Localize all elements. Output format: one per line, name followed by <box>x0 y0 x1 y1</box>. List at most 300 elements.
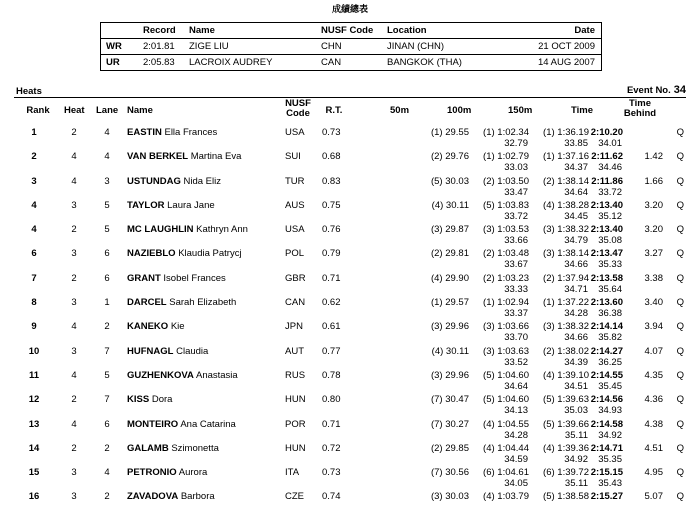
nation-code: RUS <box>285 369 306 381</box>
lane: 2 <box>104 321 110 333</box>
result-row <box>0 488 700 512</box>
event-number <box>627 84 686 96</box>
rank: 11 <box>28 369 40 381</box>
nation-code: USA <box>285 224 305 236</box>
swimmer-given-name: Kathryn Ann <box>196 224 248 236</box>
qualifier-mark: Q <box>676 491 684 503</box>
record-location: BANGKOK (THA) <box>387 57 462 68</box>
final-time: 2:11.62 <box>591 151 623 163</box>
split-50: (4) 30.11 <box>431 345 469 357</box>
time-behind: 3.27 <box>644 248 663 260</box>
swimmer-given-name: Sarah Elizabeth <box>169 297 237 309</box>
nation-code: ITA <box>285 467 300 479</box>
result-row <box>0 245 700 269</box>
lap-200: 35.64 <box>598 283 622 295</box>
heat: 3 <box>71 248 77 260</box>
final-time: 2:15.27 <box>590 491 623 503</box>
swimmer-surname: KISS <box>127 394 150 406</box>
split-100: (1) 1:02.79 <box>483 151 529 163</box>
reaction-time: 0.83 <box>322 175 341 187</box>
split-100: (6) 1:04.61 <box>483 467 529 479</box>
lane: 4 <box>104 127 110 138</box>
section-label: Heats <box>16 86 42 97</box>
qualifier-mark: Q <box>676 224 684 236</box>
swimmer-name <box>127 467 207 478</box>
swimmer-given-name: Nida Eliz <box>183 175 221 187</box>
lap-100: 34.59 <box>504 453 528 465</box>
result-row <box>0 124 700 148</box>
rank: 10 <box>28 345 40 357</box>
swimmer-surname: GUZHENKOVA <box>127 369 194 381</box>
lap-150: 35.03 <box>564 405 588 417</box>
nation-code: HUN <box>285 442 306 454</box>
lane: 7 <box>104 394 110 406</box>
final-time: 2:13.40 <box>590 224 623 236</box>
result-row <box>0 173 700 197</box>
lap-150: 34.92 <box>564 453 588 465</box>
record-type: UR <box>106 57 120 68</box>
split-150: (2) 1:38.14 <box>543 175 589 187</box>
record-row-wr <box>101 38 601 54</box>
reaction-time: 0.80 <box>322 394 341 406</box>
event-number-value: 34 <box>673 84 686 96</box>
swimmer-surname: NAZIEBLO <box>127 248 176 260</box>
nation-code: GBR <box>285 272 306 284</box>
nation-code: CZE <box>285 491 304 503</box>
lane: 4 <box>104 151 110 163</box>
lane: 1 <box>104 297 110 309</box>
record-code: CAN <box>321 57 342 68</box>
split-50: (2) 29.81 <box>430 248 469 260</box>
lap-200: 34.93 <box>598 405 622 417</box>
swimmer-surname: MC LAUGHLIN <box>127 224 194 236</box>
lap-150: 34.28 <box>564 308 588 320</box>
rank: 4 <box>31 199 37 211</box>
nation-code: HUN <box>285 394 306 406</box>
lane: 7 <box>104 345 110 357</box>
nation-code: POL <box>285 248 305 260</box>
split-150: (1) 1:37.16 <box>543 151 589 163</box>
heat: 3 <box>71 467 77 479</box>
qualifier-mark: Q <box>676 369 684 381</box>
split-150: (3) 1:38.32 <box>543 321 589 333</box>
heat: 4 <box>71 151 77 163</box>
col-reaction-time: R.T. <box>325 105 343 116</box>
nation-code: AUT <box>285 345 304 357</box>
split-100: (3) 1:03.53 <box>483 224 529 236</box>
lap-200: 35.35 <box>598 453 622 465</box>
qualifier-mark: Q <box>676 151 684 163</box>
swimmer-given-name: Isobel Frances <box>163 272 226 284</box>
split-150: (4) 1:39.10 <box>543 369 589 381</box>
lane: 2 <box>104 442 110 454</box>
reaction-time: 0.68 <box>322 151 341 163</box>
final-time: 2:14.56 <box>590 394 623 406</box>
final-time: 2:13.60 <box>590 297 623 309</box>
lap-150: 34.45 <box>564 210 588 222</box>
swimmer-name <box>127 151 241 162</box>
split-100: (2) 1:03.50 <box>483 175 529 187</box>
lane: 5 <box>104 224 110 236</box>
swimmer-given-name: Klaudia Patrycj <box>178 248 242 260</box>
split-50: (3) 29.96 <box>430 369 469 381</box>
lane: 5 <box>104 199 110 211</box>
col-time: Time <box>571 105 594 116</box>
time-behind: 1.66 <box>644 175 663 187</box>
result-row <box>0 148 700 172</box>
record-time: 2:05.83 <box>143 57 175 68</box>
lap-100: 33.03 <box>504 162 528 174</box>
split-100: (5) 1:04.60 <box>483 394 529 406</box>
lap-200: 36.38 <box>598 308 622 320</box>
final-time: 2:10.20 <box>590 127 623 138</box>
record-location: JINAN (CHN) <box>387 41 444 52</box>
heat: 2 <box>71 442 77 454</box>
event-number-label: Event No. <box>626 85 671 96</box>
final-time: 2:15.15 <box>590 467 623 479</box>
swimmer-name <box>127 370 238 381</box>
col-split-100: 100m <box>447 105 472 116</box>
rank: 1 <box>31 127 37 138</box>
swimmer-name <box>127 394 172 405</box>
qualifier-mark: Q <box>676 297 684 309</box>
swimmer-surname: EASTIN <box>127 127 162 138</box>
swimmer-name <box>127 443 219 454</box>
heat: 3 <box>71 297 77 309</box>
records-header-location: Location <box>387 25 427 36</box>
col-code-line1: NUSF <box>285 98 311 109</box>
qualifier-mark: Q <box>676 175 684 187</box>
swimmer-surname: PETRONIO <box>127 467 177 479</box>
swimmer-surname: TAYLOR <box>127 199 165 211</box>
split-50: (7) 30.47 <box>430 394 469 406</box>
lane: 4 <box>104 467 110 479</box>
time-behind: 3.20 <box>644 224 663 236</box>
time-behind: 4.35 <box>644 369 663 381</box>
results-list <box>0 124 700 513</box>
final-time: 2:13.47 <box>590 248 623 260</box>
time-behind: 3.38 <box>644 272 663 284</box>
swimmer-name <box>127 248 242 259</box>
qualifier-mark: Q <box>676 321 684 333</box>
qualifier-mark: Q <box>676 248 684 260</box>
final-time: 2:14.55 <box>590 369 623 381</box>
final-time: 2:14.58 <box>590 418 623 430</box>
lap-100: 32.79 <box>504 138 528 149</box>
record-holder: LACROIX AUDREY <box>189 57 273 68</box>
swimmer-given-name: Aurora <box>178 467 208 479</box>
rank: 16 <box>28 491 40 503</box>
record-code: CHN <box>321 41 342 52</box>
lap-100: 33.67 <box>504 259 528 271</box>
final-time: 2:11.86 <box>591 175 623 187</box>
lap-200: 35.12 <box>598 210 622 222</box>
split-150: (5) 1:38.58 <box>543 491 589 503</box>
split-150: (5) 1:39.63 <box>543 394 589 406</box>
heat: 3 <box>71 491 77 503</box>
rank: 8 <box>31 297 37 309</box>
reaction-time: 0.77 <box>322 345 341 357</box>
lane: 3 <box>104 175 110 187</box>
result-row <box>0 416 700 440</box>
nation-code: USA <box>285 127 305 138</box>
rank: 2 <box>31 151 37 163</box>
rank: 4 <box>31 224 37 236</box>
swimmer-surname: KANEKO <box>127 321 169 333</box>
col-split-150: 150m <box>508 105 533 116</box>
reaction-time: 0.76 <box>322 224 341 236</box>
split-150: (3) 1:38.14 <box>543 248 589 260</box>
swimmer-name <box>127 200 215 211</box>
time-behind: 5.07 <box>644 491 663 503</box>
split-150: (1) 1:37.22 <box>543 297 589 309</box>
final-time: 2:13.58 <box>590 272 623 284</box>
reaction-time: 0.62 <box>322 297 341 309</box>
split-150: (4) 1:38.28 <box>543 199 589 211</box>
records-header-code: NUSF Code <box>321 25 374 36</box>
result-row <box>0 391 700 415</box>
qualifier-mark: Q <box>676 418 684 430</box>
time-behind: 4.95 <box>644 467 663 479</box>
final-time: 2:14.71 <box>590 442 623 454</box>
swimmer-given-name: Ella Frances <box>164 127 218 138</box>
lap-150: 34.39 <box>564 356 588 368</box>
lap-200: 35.08 <box>598 235 622 247</box>
lane: 5 <box>104 369 110 381</box>
split-50: (7) 30.56 <box>430 467 469 479</box>
split-100: (4) 1:04.44 <box>483 442 529 454</box>
split-50: (1) 29.57 <box>430 297 469 309</box>
split-100: (2) 1:03.48 <box>483 248 529 260</box>
reaction-time: 0.74 <box>322 491 341 503</box>
time-behind: 3.94 <box>644 321 663 333</box>
reaction-time: 0.73 <box>322 127 341 138</box>
lap-200: 33.72 <box>598 186 622 198</box>
lap-100: 33.72 <box>504 210 528 222</box>
swimmer-surname: VAN BERKEL <box>127 151 189 163</box>
rank: 14 <box>28 442 40 454</box>
record-holder: ZIGE LIU <box>189 41 229 52</box>
final-time: 2:14.14 <box>590 321 623 333</box>
lap-200: 35.33 <box>598 259 622 271</box>
result-row <box>0 367 700 391</box>
split-50: (3) 29.87 <box>430 224 469 236</box>
lap-100: 34.05 <box>504 478 528 490</box>
time-behind: 4.07 <box>644 345 663 357</box>
split-50: (7) 30.27 <box>430 418 469 430</box>
record-row-ur <box>101 54 601 70</box>
heat: 4 <box>71 418 77 430</box>
rank: 13 <box>28 418 40 430</box>
lap-200: 35.82 <box>598 332 622 344</box>
col-lane: Lane <box>96 105 119 116</box>
lane: 6 <box>104 248 110 260</box>
swimmer-surname: HUFNAGL <box>127 345 174 357</box>
record-date: 21 OCT 2009 <box>538 41 595 52</box>
swimmer-name <box>127 224 248 235</box>
qualifier-mark: Q <box>676 394 684 406</box>
swimmer-name <box>127 273 226 284</box>
split-50: (2) 29.76 <box>430 151 469 163</box>
final-time: 2:14.27 <box>590 345 623 357</box>
swimmer-given-name: Ana Catarina <box>180 418 236 430</box>
lap-200: 34.46 <box>598 162 622 174</box>
record-type: WR <box>106 41 122 52</box>
split-50: (4) 30.11 <box>431 199 469 211</box>
rank: 12 <box>28 394 40 406</box>
time-behind: 3.20 <box>644 199 663 211</box>
swimmer-surname: DARCEL <box>127 297 167 309</box>
results-header-row <box>0 98 700 122</box>
split-50: (5) 30.03 <box>430 175 469 187</box>
lap-100: 33.70 <box>504 332 528 344</box>
records-header-name: Name <box>189 25 215 36</box>
reaction-time: 0.73 <box>322 467 341 479</box>
record-date: 14 AUG 2007 <box>537 57 595 68</box>
heat: 2 <box>71 272 77 284</box>
records-header-record: Record <box>143 25 176 36</box>
reaction-time: 0.71 <box>322 418 341 430</box>
heat: 2 <box>71 127 77 138</box>
result-row <box>0 343 700 367</box>
lap-100: 33.33 <box>504 283 528 295</box>
split-100: (5) 1:03.83 <box>483 199 529 211</box>
swimmer-name <box>127 127 217 138</box>
swimmer-name <box>127 346 208 357</box>
final-time: 2:13.40 <box>590 199 623 211</box>
result-row <box>0 270 700 294</box>
swimmer-surname: ZAVADOVA <box>127 491 179 503</box>
split-150: (2) 1:37.94 <box>543 272 589 284</box>
result-row <box>0 440 700 464</box>
swimmer-surname: GALAMB <box>127 442 169 454</box>
nation-code: AUS <box>285 199 305 211</box>
nation-code: JPN <box>285 321 303 333</box>
col-rank: Rank <box>26 105 50 116</box>
split-150: (3) 1:38.32 <box>543 224 589 236</box>
swimmer-given-name: Dora <box>151 394 173 406</box>
page-title: 成績總表 <box>331 4 368 14</box>
reaction-time: 0.72 <box>322 442 341 454</box>
col-behind-line2: Behind <box>623 108 657 119</box>
result-row <box>0 197 700 221</box>
lap-100: 34.28 <box>504 429 528 441</box>
heat: 4 <box>71 369 77 381</box>
rank: 3 <box>31 175 37 187</box>
lap-150: 34.66 <box>564 259 588 271</box>
lane: 6 <box>104 272 110 284</box>
reaction-time: 0.61 <box>322 321 341 333</box>
record-time: 2:01.81 <box>143 41 175 52</box>
split-50: (3) 29.96 <box>430 321 469 333</box>
heat: 3 <box>71 345 77 357</box>
split-50: (2) 29.85 <box>430 442 469 454</box>
nation-code: CAN <box>285 297 306 309</box>
swimmer-name <box>127 491 215 502</box>
qualifier-mark: Q <box>676 127 684 138</box>
col-code <box>283 99 313 119</box>
col-code-line2: Code <box>286 108 310 119</box>
swimmer-given-name: Szimonetta <box>171 442 219 454</box>
records-header-row <box>101 23 601 38</box>
swimmer-given-name: Anastasia <box>195 369 238 381</box>
nation-code: POR <box>285 418 306 430</box>
lap-100: 33.52 <box>504 356 528 368</box>
lap-150: 34.51 <box>564 380 588 392</box>
time-behind: 4.38 <box>644 418 663 430</box>
lap-100: 34.13 <box>504 405 528 417</box>
split-150: (6) 1:39.72 <box>543 467 589 479</box>
result-row <box>0 294 700 318</box>
reaction-time: 0.78 <box>322 369 341 381</box>
swimmer-surname: GRANT <box>127 272 161 284</box>
split-100: (2) 1:03.23 <box>483 272 529 284</box>
swimmer-name <box>127 297 236 308</box>
heat: 4 <box>71 175 77 187</box>
swimmer-name <box>127 419 236 430</box>
lap-150: 34.64 <box>564 186 588 198</box>
col-name: Name <box>127 105 153 116</box>
swimmer-given-name: Martina Eva <box>190 151 242 163</box>
swimmer-name <box>127 321 185 332</box>
lap-150: 34.37 <box>564 162 588 174</box>
lap-150: 34.66 <box>564 332 588 344</box>
records-table <box>100 22 602 71</box>
split-50: (1) 29.55 <box>430 127 469 138</box>
nation-code: SUI <box>285 151 301 163</box>
lap-200: 35.43 <box>598 478 622 490</box>
qualifier-mark: Q <box>676 345 684 357</box>
qualifier-mark: Q <box>676 272 684 284</box>
split-150: (4) 1:39.36 <box>543 442 589 454</box>
split-100: (3) 1:03.66 <box>483 321 529 333</box>
lap-100: 34.64 <box>504 380 528 392</box>
heat: 4 <box>71 321 77 333</box>
swimmer-given-name: Claudia <box>176 345 209 357</box>
lap-150: 35.11 <box>564 429 588 441</box>
lap-150: 34.71 <box>564 283 588 295</box>
col-time-behind <box>614 99 666 119</box>
heat: 3 <box>71 199 77 211</box>
split-100: (1) 1:02.94 <box>483 297 529 309</box>
lap-150: 34.79 <box>564 235 588 247</box>
lap-200: 35.45 <box>598 380 622 392</box>
lap-100: 33.47 <box>504 186 528 198</box>
reaction-time: 0.75 <box>322 199 341 211</box>
result-row <box>0 318 700 342</box>
split-50: (3) 30.03 <box>430 491 469 503</box>
heat: 2 <box>71 224 77 236</box>
lap-200: 34.01 <box>598 138 622 149</box>
split-150: (1) 1:36.19 <box>543 127 589 138</box>
split-150: (5) 1:39.66 <box>543 418 589 430</box>
lap-200: 34.92 <box>598 429 622 441</box>
col-split-50: 50m <box>390 105 410 116</box>
split-100: (5) 1:04.60 <box>483 369 529 381</box>
rank: 6 <box>31 248 37 260</box>
split-100: (1) 1:02.34 <box>483 127 529 138</box>
time-behind: 4.36 <box>644 394 663 406</box>
qualifier-mark: Q <box>676 442 684 454</box>
split-150: (2) 1:38.02 <box>543 345 589 357</box>
swimmer-given-name: Kie <box>170 321 185 333</box>
result-row <box>0 221 700 245</box>
swimmer-given-name: Barbora <box>180 491 215 503</box>
swimmer-given-name: Laura Jane <box>167 199 215 211</box>
rank: 7 <box>31 272 37 284</box>
qualifier-mark: Q <box>676 199 684 211</box>
heat: 2 <box>71 394 77 406</box>
